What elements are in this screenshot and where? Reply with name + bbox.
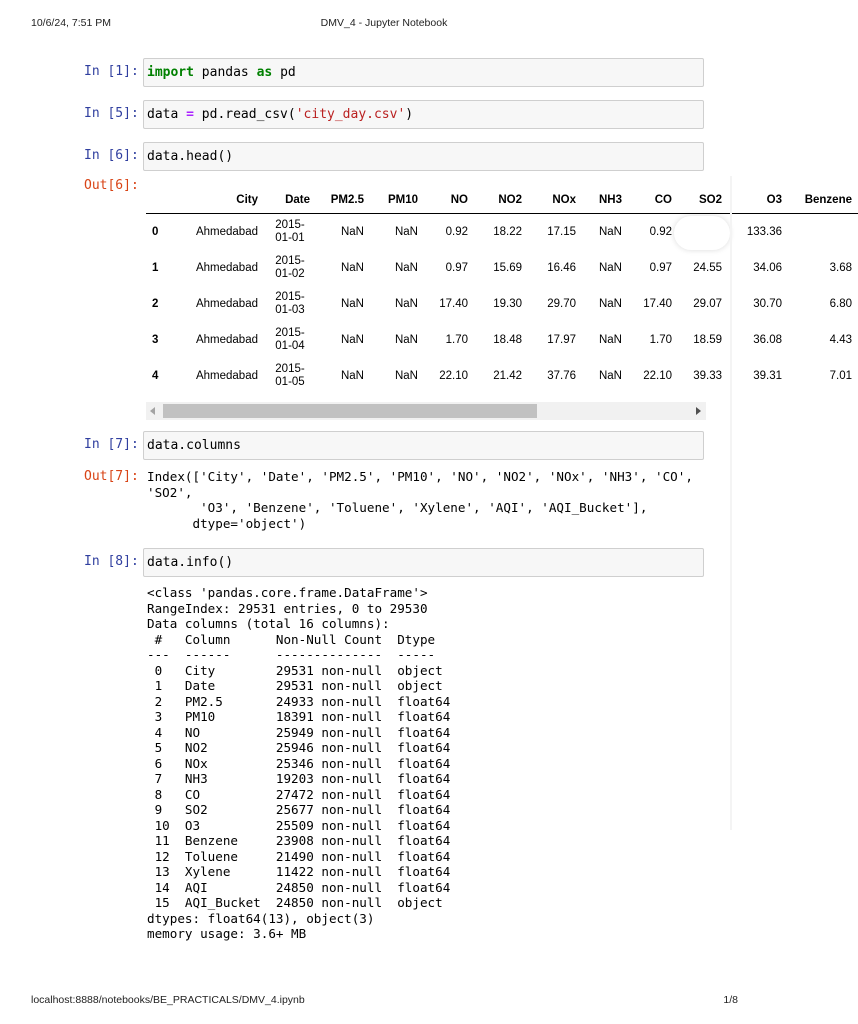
print-page-number: 1/8 [723,994,738,1006]
table-cell: NaN [582,250,628,286]
cell-1-input[interactable] [143,58,704,87]
column-header: PM10 [370,186,424,214]
cell-7-input[interactable] [143,431,704,460]
table-cell [788,214,858,251]
cell-7-output: Index(['City', 'Date', 'PM2.5', 'PM10', 'NO', 'NO2', 'NOx', 'NH3', 'CO', 'SO2', 'O3', 'Benzene', 'Toluene', 'Xylene', 'AQI', 'AQI_Bucket'], dtype='object') [147,469,693,531]
dataframe-header-row [146,186,858,214]
table-cell: Ahmedabad [174,286,264,322]
table-cell: 17.97 [528,322,582,358]
dataframe-output[interactable] [146,186,852,400]
code-text: data.info() [147,555,234,570]
table-cell: 17.15 [528,214,582,251]
page-edge-shadow [730,176,732,830]
column-header: O3 [728,186,788,214]
table-row [146,286,858,322]
cell-6-out-prompt: Out[6]: [84,178,139,193]
code-text: pandas [193,65,257,80]
print-title: DMV_4 - Jupyter Notebook [320,17,448,29]
table-cell: NaN [582,358,628,394]
table-cell: 24.55 [678,250,728,286]
column-header: NH3 [582,186,628,214]
column-header: NO2 [474,186,528,214]
cell-8-prompt: In [8]: [84,554,139,569]
cell-7-prompt: In [7]: [84,437,139,452]
table-cell: 22.10 [424,358,474,394]
table-cell: NaN [370,322,424,358]
table-cell: 18.22 [474,214,528,251]
code-keyword: import [147,65,194,80]
code-text: data.head() [147,149,234,164]
table-cell: Ahmedabad [174,322,264,358]
table-cell: NaN [370,286,424,322]
table-cell: 2015- 01-01 [264,214,316,251]
table-cell: 2015- 01-05 [264,358,316,394]
cell-8-output: <class 'pandas.core.frame.DataFrame'> RangeIndex: 29531 entries, 0 to 29530 Data columns (total 16 columns): # Column Non-Null Count Dtype --- ------ -------------- ----- 0 City 29531 non-null object 1 Date 29531 non-null object 2 PM2.5 24933 non-null float64 3 PM10 18391 non-null float64 4 NO 25949 non-null float64 5 NO2 25946 non-null float64 6 NOx 25346 non-null float64 7 NH3 19203 non-null float64 8 CO 27472 non-null float64 9 SO2 25677 non-null float64 10 O3 25509 non-null float64 11 Benzene 23908 non-null float64 12 Toluene 21490 non-null float64 13 Xylene 11422 non-null float64 14 AQI 24850 non-null float64 15 AQI_Bucket 24850 non-null object dtypes: float64(13), object(3) memory usage: 3.6+ MB [147,585,451,941]
code-text: data [147,107,187,122]
table-cell: NaN [582,214,628,251]
table-row [146,322,858,358]
column-header: Date [264,186,316,214]
column-header: Benzene [788,186,858,214]
table-row [146,358,858,394]
table-cell: 1.70 [628,322,678,358]
table-cell: NaN [316,250,370,286]
table-cell: 29.70 [528,286,582,322]
code-string: 'city_day.csv' [295,107,406,122]
table-cell: 22.10 [628,358,678,394]
table-cell: 29.07 [678,286,728,322]
table-cell: 4.43 [788,322,858,358]
table-cell: 133.36 [728,214,788,251]
table-cell: 21.42 [474,358,528,394]
column-header: SO2 [678,186,728,214]
table-cell: NaN [370,358,424,394]
scrollbar-thumb[interactable] [163,404,537,418]
table-cell: NaN [316,286,370,322]
table-cell: Ahmedabad [174,358,264,394]
horizontal-scrollbar[interactable] [146,402,706,420]
table-cell: NaN [316,322,370,358]
table-cell: 17.40 [424,286,474,322]
table-cell: NaN [370,214,424,251]
table-cell: NaN [316,358,370,394]
table-cell: 7.01 [788,358,858,394]
table-cell: Ahmedabad [174,250,264,286]
row-index: 1 [146,250,174,286]
table-row [146,250,858,286]
table-cell: 39.31 [728,358,788,394]
column-header: NOx [528,186,582,214]
table-cell: 18.59 [678,322,728,358]
cell-8-input[interactable] [143,548,704,577]
code-text: pd.read_csv( [193,107,296,122]
code-keyword: as [256,65,273,80]
table-cell: 15.69 [474,250,528,286]
cell-5-input[interactable] [143,100,704,129]
column-header: City [174,186,264,214]
table-cell: 2015- 01-02 [264,250,316,286]
cell-1-prompt: In [1]: [84,64,139,79]
table-cell: 6.80 [788,286,858,322]
column-header: PM2.5 [316,186,370,214]
table-cell: 19.30 [474,286,528,322]
row-index: 4 [146,358,174,394]
table-cell: 17.40 [628,286,678,322]
column-header: CO [628,186,678,214]
table-cell: 37.76 [528,358,582,394]
table-cell: 1.70 [424,322,474,358]
dataframe-table [146,186,858,394]
cell-6-prompt: In [6]: [84,148,139,163]
cell-7-out-prompt: Out[7]: [84,469,139,484]
table-cell: 16.46 [528,250,582,286]
overlay-pill [674,216,730,250]
column-header [146,186,174,214]
table-cell: 39.33 [678,358,728,394]
row-index: 2 [146,286,174,322]
table-cell: 3.68 [788,250,858,286]
table-cell: 0.92 [628,214,678,251]
table-cell: 2015- 01-03 [264,286,316,322]
print-datetime: 10/6/24, 7:51 PM [31,17,111,29]
table-cell: 2015- 01-04 [264,322,316,358]
cell-6-input[interactable] [143,142,704,171]
scroll-left-arrow-icon[interactable] [150,407,155,415]
row-index: 0 [146,214,174,251]
table-cell: 34.06 [728,250,788,286]
code-text: ) [405,107,414,122]
table-cell: Ahmedabad [174,214,264,251]
table-cell: NaN [370,250,424,286]
code-text: pd [272,65,296,80]
table-cell: NaN [582,322,628,358]
cell-5-prompt: In [5]: [84,106,139,121]
row-index: 3 [146,322,174,358]
print-url: localhost:8888/notebooks/BE_PRACTICALS/DMV_4.ipynb [31,994,305,1006]
code-operator: = [186,107,194,122]
table-cell: 30.70 [728,286,788,322]
table-cell: NaN [582,286,628,322]
table-cell: 18.48 [474,322,528,358]
code-text: data.columns [147,438,241,453]
table-row [146,214,858,251]
column-header: NO [424,186,474,214]
table-cell: 0.92 [424,214,474,251]
table-cell: NaN [316,214,370,251]
scroll-right-arrow-icon[interactable] [696,407,701,415]
table-cell: 0.97 [628,250,678,286]
table-cell: 36.08 [728,322,788,358]
table-cell: 0.97 [424,250,474,286]
